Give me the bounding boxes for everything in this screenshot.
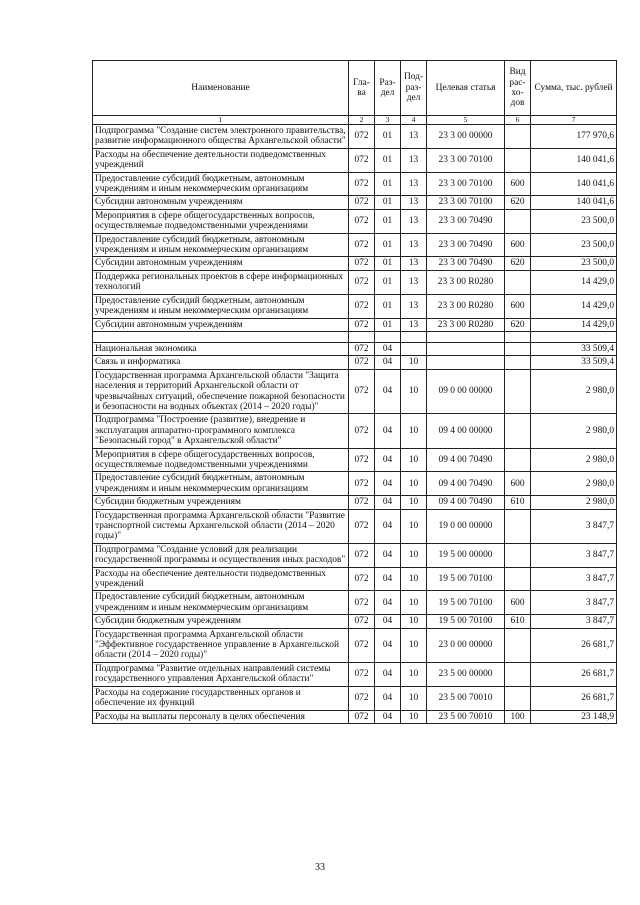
row-type: 600 [505, 591, 531, 615]
row-target: 23 3 00 70490 [427, 233, 505, 257]
row-chapter: 072 [349, 472, 375, 496]
row-subsection: 10 [401, 686, 427, 710]
header-section: Раз-дел [375, 61, 401, 116]
row-amount: 2 980,0 [531, 496, 617, 509]
row-target: 23 3 00 70100 [427, 196, 505, 209]
row-name: Подпрограмма "Построение (развитие), внедрение и эксплуатация аппаратно-программного комплекса "Безопасный город" в Архангельской области" [93, 414, 349, 448]
row-subsection: 13 [401, 318, 427, 331]
row-name: Связь и информатика [93, 356, 349, 369]
table-row [93, 414, 617, 448]
row-subsection [401, 331, 427, 342]
table-row [93, 148, 617, 172]
row-type [505, 414, 531, 448]
table-row [93, 710, 617, 723]
row-subsection: 13 [401, 196, 427, 209]
row-type: 620 [505, 257, 531, 270]
row-subsection: 13 [401, 172, 427, 196]
row-subsection: 10 [401, 567, 427, 591]
row-chapter: 072 [349, 448, 375, 472]
row-amount: 2 980,0 [531, 448, 617, 472]
row-amount: 140 041,6 [531, 196, 617, 209]
table-row [93, 615, 617, 628]
row-chapter: 072 [349, 270, 375, 294]
row-section: 04 [375, 615, 401, 628]
row-target: 19 5 00 70100 [427, 567, 505, 591]
page-number: 33 [315, 862, 325, 873]
row-section: 04 [375, 369, 401, 414]
row-amount: 26 681,7 [531, 686, 617, 710]
row-name: Предоставление субсидий бюджетным, автономным учреждениям и иным некоммерческим организациям [93, 472, 349, 496]
table-row [93, 257, 617, 270]
table-body [93, 125, 617, 724]
header-name: Наименование [93, 61, 349, 116]
row-chapter: 072 [349, 257, 375, 270]
row-target: 23 5 00 00000 [427, 662, 505, 686]
row-target: 23 3 00 R0280 [427, 294, 505, 318]
row-target: 09 4 00 70490 [427, 448, 505, 472]
row-name: Мероприятия в сфере общегосударственных вопросов, осуществляемые подведомственными учреждениями [93, 448, 349, 472]
row-subsection: 10 [401, 628, 427, 662]
row-target: 09 4 00 00000 [427, 414, 505, 448]
row-target: 23 3 00 70490 [427, 209, 505, 233]
row-chapter: 072 [349, 172, 375, 196]
row-target: 23 3 00 70490 [427, 257, 505, 270]
row-amount: 3 847,7 [531, 543, 617, 567]
row-chapter: 072 [349, 509, 375, 543]
row-amount: 14 429,0 [531, 270, 617, 294]
row-subsection: 10 [401, 356, 427, 369]
row-target: 23 3 00 R0280 [427, 318, 505, 331]
row-amount: 140 041,6 [531, 148, 617, 172]
row-amount: 3 847,7 [531, 591, 617, 615]
row-target: 19 0 00 00000 [427, 509, 505, 543]
row-amount: 3 847,7 [531, 615, 617, 628]
row-type [505, 543, 531, 567]
row-target: 23 0 00 00000 [427, 628, 505, 662]
row-type [505, 567, 531, 591]
row-amount: 23 500,0 [531, 209, 617, 233]
row-section: 04 [375, 414, 401, 448]
table-row [93, 318, 617, 331]
row-subsection: 13 [401, 125, 427, 149]
table-row [93, 342, 617, 355]
row-type [505, 148, 531, 172]
column-number: 4 [401, 116, 427, 125]
row-type: 600 [505, 172, 531, 196]
table-row [93, 196, 617, 209]
row-section: 04 [375, 472, 401, 496]
row-subsection: 10 [401, 662, 427, 686]
row-type: 620 [505, 318, 531, 331]
row-subsection: 13 [401, 148, 427, 172]
row-name: Расходы на обеспечение деятельности подведомственных учреждений [93, 148, 349, 172]
row-chapter: 072 [349, 591, 375, 615]
row-chapter: 072 [349, 209, 375, 233]
row-target [427, 331, 505, 342]
column-number: 1 [93, 116, 349, 125]
row-target: 19 5 00 70100 [427, 615, 505, 628]
table-row [93, 662, 617, 686]
row-amount: 2 980,0 [531, 472, 617, 496]
row-subsection: 13 [401, 233, 427, 257]
row-name: Предоставление субсидий бюджетным, автономным учреждениям и иным некоммерческим организациям [93, 294, 349, 318]
row-section: 04 [375, 448, 401, 472]
row-section: 04 [375, 543, 401, 567]
row-section [375, 331, 401, 342]
row-section: 04 [375, 686, 401, 710]
row-section: 04 [375, 662, 401, 686]
row-amount: 33 509,4 [531, 342, 617, 355]
row-subsection: 10 [401, 543, 427, 567]
row-section: 01 [375, 209, 401, 233]
row-target: 09 4 00 70490 [427, 472, 505, 496]
table-row [93, 125, 617, 149]
row-target: 19 5 00 70100 [427, 591, 505, 615]
row-subsection: 10 [401, 509, 427, 543]
row-amount: 2 980,0 [531, 369, 617, 414]
row-target: 19 5 00 00000 [427, 543, 505, 567]
row-section: 01 [375, 270, 401, 294]
header-amount: Сумма, тыс. рублей [531, 61, 617, 116]
row-section: 01 [375, 148, 401, 172]
table-row [93, 331, 617, 342]
row-target [427, 356, 505, 369]
row-type: 600 [505, 294, 531, 318]
row-chapter: 072 [349, 196, 375, 209]
column-number: 6 [505, 116, 531, 125]
table-row [93, 369, 617, 414]
row-chapter: 072 [349, 125, 375, 149]
row-type [505, 662, 531, 686]
table-row [93, 356, 617, 369]
row-amount: 23 500,0 [531, 257, 617, 270]
row-name: Расходы на содержание государственных органов и обеспечение их функций [93, 686, 349, 710]
table-row [93, 294, 617, 318]
row-chapter: 072 [349, 414, 375, 448]
row-target: 09 0 00 00000 [427, 369, 505, 414]
row-chapter: 072 [349, 567, 375, 591]
column-number: 2 [349, 116, 375, 125]
row-subsection [401, 342, 427, 355]
row-target: 23 3 00 70100 [427, 148, 505, 172]
column-number-row [93, 116, 617, 125]
row-section: 01 [375, 172, 401, 196]
row-type [505, 628, 531, 662]
row-type [505, 125, 531, 149]
row-name: Предоставление субсидий бюджетным, автономным учреждениям и иным некоммерческим организациям [93, 591, 349, 615]
row-section: 04 [375, 342, 401, 355]
header-chapter: Гла-ва [349, 61, 375, 116]
row-section: 04 [375, 496, 401, 509]
table-row [93, 270, 617, 294]
row-subsection: 10 [401, 591, 427, 615]
row-chapter: 072 [349, 318, 375, 331]
row-subsection: 10 [401, 615, 427, 628]
row-type [505, 331, 531, 342]
row-amount: 26 681,7 [531, 662, 617, 686]
row-type: 620 [505, 196, 531, 209]
row-type: 610 [505, 615, 531, 628]
row-section: 04 [375, 356, 401, 369]
row-chapter: 072 [349, 356, 375, 369]
row-section: 01 [375, 257, 401, 270]
row-amount: 14 429,0 [531, 318, 617, 331]
row-type [505, 509, 531, 543]
row-name: Подпрограмма "Создание условий для реализации государственной программы и осуществления иных расходов" [93, 543, 349, 567]
row-subsection: 10 [401, 369, 427, 414]
row-section: 01 [375, 294, 401, 318]
row-name: Предоставление субсидий бюджетным, автономным учреждениям и иным некоммерческим организациям [93, 172, 349, 196]
row-target: 23 5 00 70010 [427, 710, 505, 723]
row-target: 23 3 00 R0280 [427, 270, 505, 294]
row-chapter: 072 [349, 148, 375, 172]
row-chapter: 072 [349, 662, 375, 686]
row-target [427, 342, 505, 355]
row-amount: 33 509,4 [531, 356, 617, 369]
row-type [505, 270, 531, 294]
row-chapter: 072 [349, 628, 375, 662]
row-name: Субсидии автономным учреждениям [93, 318, 349, 331]
table-row [93, 567, 617, 591]
row-type: 610 [505, 496, 531, 509]
row-chapter [349, 331, 375, 342]
row-section: 04 [375, 591, 401, 615]
row-name: Национальная экономика [93, 342, 349, 355]
row-target: 23 3 00 00000 [427, 125, 505, 149]
row-chapter: 072 [349, 496, 375, 509]
row-amount: 14 429,0 [531, 294, 617, 318]
row-type: 600 [505, 233, 531, 257]
row-subsection: 10 [401, 472, 427, 496]
row-chapter: 072 [349, 543, 375, 567]
column-number: 7 [531, 116, 617, 125]
row-section: 04 [375, 710, 401, 723]
table-row [93, 496, 617, 509]
row-target: 09 4 00 70490 [427, 496, 505, 509]
row-section: 01 [375, 196, 401, 209]
row-amount: 140 041,6 [531, 172, 617, 196]
table-row [93, 686, 617, 710]
row-name [93, 331, 349, 342]
row-name: Мероприятия в сфере общегосударственных вопросов, осуществляемые подведомственными учреждениями [93, 209, 349, 233]
row-target: 23 5 00 70010 [427, 686, 505, 710]
row-subsection: 13 [401, 294, 427, 318]
budget-table [92, 60, 617, 724]
row-section: 01 [375, 318, 401, 331]
row-chapter: 072 [349, 294, 375, 318]
row-name: Расходы на обеспечение деятельности подведомственных учреждений [93, 567, 349, 591]
row-section: 04 [375, 567, 401, 591]
row-amount: 2 980,0 [531, 414, 617, 448]
row-chapter: 072 [349, 686, 375, 710]
row-amount: 3 847,7 [531, 509, 617, 543]
row-subsection: 10 [401, 710, 427, 723]
row-name: Субсидии автономным учреждениям [93, 257, 349, 270]
row-section: 04 [375, 509, 401, 543]
column-number: 5 [427, 116, 505, 125]
row-chapter: 072 [349, 342, 375, 355]
row-name: Расходы на выплаты персоналу в целях обеспечения [93, 710, 349, 723]
row-name: Предоставление субсидий бюджетным, автономным учреждениям и иным некоммерческим организациям [93, 233, 349, 257]
table-row [93, 628, 617, 662]
row-name: Субсидии автономным учреждениям [93, 196, 349, 209]
row-amount: 23 148,9 [531, 710, 617, 723]
row-section: 01 [375, 125, 401, 149]
row-chapter: 072 [349, 615, 375, 628]
row-name: Государственная программа Архангельской области "Эффективное государственное управление в Архангельской области (2014 – 2020 годы)" [93, 628, 349, 662]
row-subsection: 10 [401, 414, 427, 448]
row-type [505, 369, 531, 414]
row-name: Субсидии бюджетным учреждениям [93, 496, 349, 509]
row-name: Государственная программа Архангельской области "Защита населения и территорий Архангельской области от чрезвычайных ситуаций, обеспечение пожарной безопасности и безопасности на водных объектах (2014 – 2020 годы)" [93, 369, 349, 414]
row-name: Государственная программа Архангельской области "Развитие транспортной системы Архангельской области (2014 – 2020 годы)" [93, 509, 349, 543]
row-type [505, 209, 531, 233]
header-target: Целевая статья [427, 61, 505, 116]
table-row [93, 233, 617, 257]
row-section: 01 [375, 233, 401, 257]
header-subsection: Под-раз-дел [401, 61, 427, 116]
table-row [93, 509, 617, 543]
row-name: Подпрограмма "Создание систем электронного правительства, развитие информационного общества Архангельской области" [93, 125, 349, 149]
header-type: Вид рас-хо-дов [505, 61, 531, 116]
table-row [93, 209, 617, 233]
row-name: Поддержка региональных проектов в сфере информационных технологий [93, 270, 349, 294]
table-row [93, 591, 617, 615]
row-type [505, 686, 531, 710]
column-number: 3 [375, 116, 401, 125]
row-amount: 26 681,7 [531, 628, 617, 662]
row-amount [531, 331, 617, 342]
row-chapter: 072 [349, 233, 375, 257]
row-type [505, 356, 531, 369]
row-subsection: 13 [401, 209, 427, 233]
row-amount: 23 500,0 [531, 233, 617, 257]
row-amount: 3 847,7 [531, 567, 617, 591]
table-row [93, 172, 617, 196]
row-subsection: 13 [401, 257, 427, 270]
row-subsection: 10 [401, 496, 427, 509]
row-name: Субсидии бюджетным учреждениям [93, 615, 349, 628]
table-row [93, 472, 617, 496]
row-type: 600 [505, 472, 531, 496]
row-name: Подпрограмма "Развитие отдельных направлений системы государственного управления Архангельской области" [93, 662, 349, 686]
header-row [93, 61, 617, 116]
table-row [93, 543, 617, 567]
row-subsection: 10 [401, 448, 427, 472]
row-type [505, 448, 531, 472]
table-row [93, 448, 617, 472]
row-section: 04 [375, 628, 401, 662]
row-target: 23 3 00 70100 [427, 172, 505, 196]
row-type: 100 [505, 710, 531, 723]
row-amount: 177 970,6 [531, 125, 617, 149]
row-subsection: 13 [401, 270, 427, 294]
row-chapter: 072 [349, 369, 375, 414]
row-type [505, 342, 531, 355]
row-chapter: 072 [349, 710, 375, 723]
